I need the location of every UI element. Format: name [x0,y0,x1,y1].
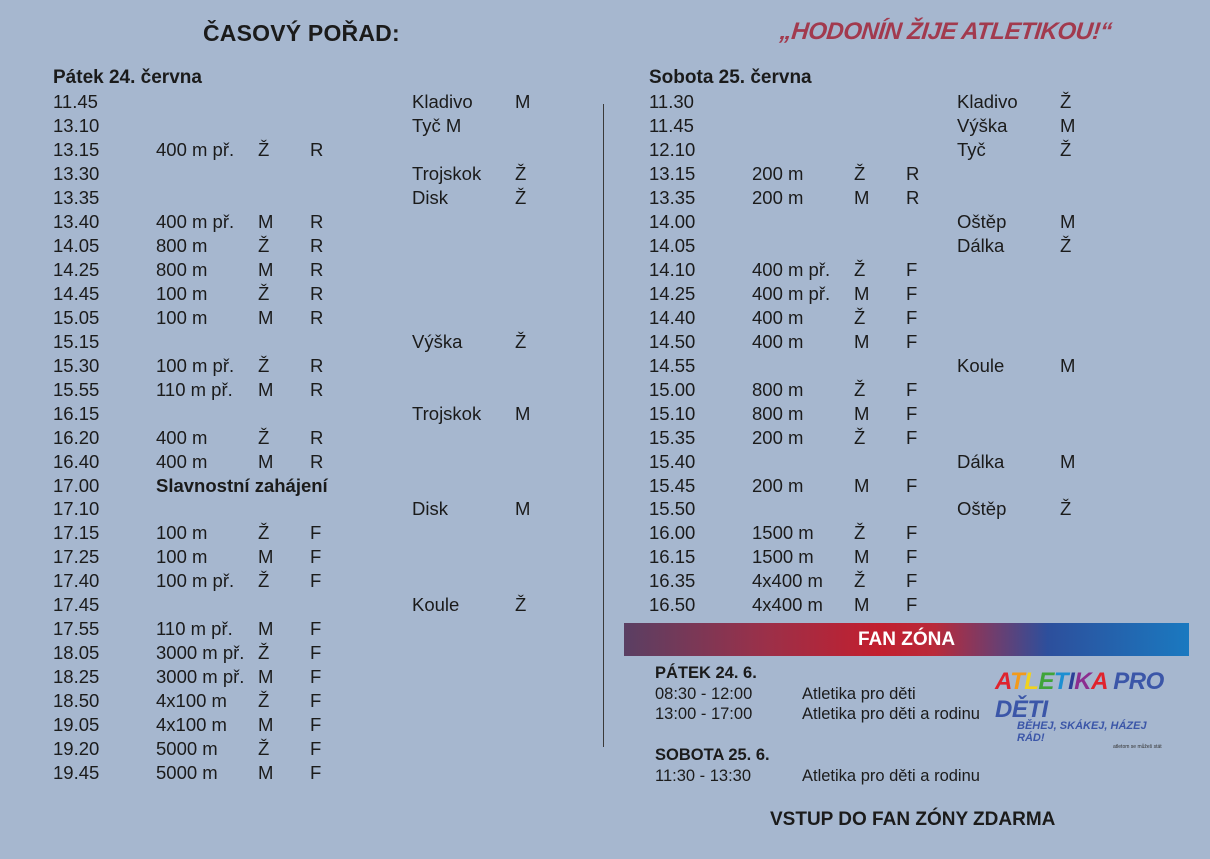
row-field-event: Kladivo [412,91,473,112]
row-time: 14.00 [649,210,696,232]
row-event: 400 m [752,306,804,328]
row-round: F [906,378,918,400]
row-event: 400 m př. [752,258,831,280]
row-event: 100 m [156,522,208,544]
row-sex: M [854,594,870,616]
row-event: 400 m př. [752,282,831,304]
row-time: 13.10 [53,114,100,136]
row-time: 15.00 [649,378,696,400]
row-event: 200 m [752,186,804,208]
row-time: 17.10 [53,498,100,520]
row-event: 800 m [156,258,208,280]
row-time: 19.45 [53,762,100,784]
row-sex: M [854,186,870,208]
row-event: 200 m [752,426,804,448]
row-round: R [906,186,920,208]
fan-day-heading-saturday: SOBOTA 25. 6. [655,746,770,764]
row-sex: Ž [258,522,270,544]
row-field-sex: Ž [1060,234,1072,256]
row-time: 13.35 [53,186,100,208]
fan-day-heading-friday: PÁTEK 24. 6. [655,664,757,682]
row-field-sex: M [1060,210,1076,232]
row-round: F [906,546,918,568]
friday-heading: Pátek 24. června [53,67,202,88]
row-time: 11.30 [649,91,694,112]
row-time: 17.40 [53,570,100,592]
row-event: 110 m př. [156,378,233,400]
row-event: 400 m [752,330,804,352]
row-round: F [906,522,918,544]
fan-item-label: Atletika pro děti [802,685,916,703]
row-round: F [310,522,322,544]
row-event: Slavnostní zahájení [156,474,328,496]
row-time: 13.15 [649,162,696,184]
row-field-event: Kladivo [957,91,1018,112]
row-round: F [906,402,918,424]
row-time: 17.55 [53,618,100,640]
row-time: 16.35 [649,570,696,592]
row-event: 800 m [752,378,804,400]
row-time: 14.05 [649,234,696,256]
row-time: 14.05 [53,234,100,256]
row-field-sex: Ž [515,186,527,208]
fan-zone-footer: VSTUP DO FAN ZÓNY ZDARMA [770,809,1056,830]
row-time: 19.20 [53,738,100,760]
row-round: R [310,234,324,256]
row-round: F [906,282,918,304]
row-time: 15.40 [649,450,696,472]
row-event: 100 m [156,282,208,304]
row-time: 16.20 [53,426,100,448]
row-round: F [906,330,918,352]
row-event: 400 m [156,450,208,472]
atletika-pro-deti-logo [995,668,1175,750]
row-sex: Ž [258,234,270,256]
row-time: 13.40 [53,210,100,232]
row-event: 800 m [752,402,804,424]
row-time: 18.05 [53,642,100,664]
row-sex: M [258,378,274,400]
row-field-sex: M [515,498,531,520]
row-time: 14.25 [649,282,696,304]
row-round: F [310,618,322,640]
fan-item-label: Atletika pro děti a rodinu [802,705,980,723]
row-time: 16.40 [53,450,100,472]
row-round: F [310,666,322,688]
row-round: F [310,690,322,712]
row-sex: M [258,306,274,328]
row-time: 15.30 [53,354,100,376]
row-field-event: Oštěp [957,210,1007,232]
logo-main-text: ATLETIKA PRO DĚTI [995,668,1164,723]
row-field-event: Trojskok [412,402,482,424]
row-time: 14.50 [649,330,696,352]
row-event: 200 m [752,474,804,496]
row-field-sex: Ž [1060,138,1072,160]
row-sex: M [258,762,274,784]
row-round: F [906,570,918,592]
row-event: 400 m [156,426,208,448]
row-time: 17.00 [53,474,100,496]
row-event: 100 m př. [156,354,235,376]
row-sex: M [854,330,870,352]
row-event: 400 m př. [156,138,235,160]
row-time: 15.10 [649,402,696,424]
row-event: 800 m [156,234,208,256]
row-round: R [310,306,324,328]
row-round: R [906,162,920,184]
row-round: F [310,642,322,664]
row-round: R [310,450,324,472]
row-time: 14.10 [649,258,696,280]
logo-sub-text: BĚHEJ, SKÁKEJ, HÁZEJ RÁD! [1017,720,1147,744]
row-time: 16.00 [649,522,696,544]
row-sex: M [258,210,274,232]
row-sex: Ž [854,522,866,544]
row-time: 15.35 [649,426,696,448]
row-event: 4x400 m [752,570,823,592]
row-event: 5000 m [156,738,218,760]
row-round: R [310,258,324,280]
row-time: 16.50 [649,594,696,616]
row-sex: Ž [258,282,270,304]
row-sex: M [854,402,870,424]
row-sex: Ž [854,378,866,400]
row-field-sex: M [1060,354,1076,376]
row-field-event: Oštěp [957,498,1007,520]
row-round: F [906,258,918,280]
row-round: R [310,210,324,232]
row-time: 19.05 [53,714,100,736]
row-sex: M [258,546,274,568]
row-event: 1500 m [752,546,814,568]
row-time: 15.55 [53,378,100,400]
row-field-sex: Ž [515,594,527,616]
row-round: R [310,282,324,304]
row-sex: Ž [258,570,270,592]
row-time: 14.45 [53,282,100,304]
row-sex: Ž [258,426,270,448]
row-round: R [310,426,324,448]
row-field-event: Koule [412,594,460,616]
row-round: R [310,138,324,160]
fan-zone-banner: FAN ZÓNA [624,623,1189,656]
row-field-sex: Ž [1060,91,1072,112]
row-sex: Ž [854,426,866,448]
row-event: 4x100 m [156,690,227,712]
row-field-event: Výška [412,330,463,352]
row-time: 17.15 [53,522,100,544]
row-time: 18.50 [53,690,100,712]
row-round: R [310,354,324,376]
event-slogan: „HODONÍN ŽIJE ATLETIKOU!“ [778,18,1113,45]
row-sex: Ž [854,258,866,280]
row-field-event: Dálka [957,450,1005,472]
row-sex: M [258,618,274,640]
row-time: 16.15 [649,546,696,568]
row-sex: Ž [854,306,866,328]
row-sex: Ž [854,570,866,592]
row-time: 15.45 [649,474,696,496]
row-sex: Ž [258,642,270,664]
row-sex: Ž [258,354,270,376]
row-time: 14.25 [53,258,100,280]
row-event: 100 m př. [156,570,235,592]
row-field-sex: M [515,91,531,112]
row-time: 17.45 [53,594,100,616]
row-sex: M [258,450,274,472]
row-sex: Ž [258,738,270,760]
row-round: R [310,378,324,400]
row-time: 18.25 [53,666,100,688]
row-round: F [310,546,322,568]
fan-item-time: 13:00 - 17:00 [655,705,753,723]
row-time: 11.45 [649,114,694,136]
row-field-sex: Ž [515,162,527,184]
row-event: 200 m [752,162,804,184]
row-time: 14.40 [649,306,696,328]
row-time: 13.35 [649,186,696,208]
row-sex: M [258,666,274,688]
row-event: 3000 m př. [156,642,245,664]
row-field-event: Dálka [957,234,1005,256]
row-round: F [906,306,918,328]
row-time: 16.15 [53,402,100,424]
row-time: 14.55 [649,354,696,376]
row-time: 15.05 [53,306,100,328]
page-title: ČASOVÝ POŘAD: [203,20,400,46]
saturday-heading: Sobota 25. června [649,67,812,88]
row-event: 1500 m [752,522,814,544]
row-time: 15.15 [53,330,100,352]
row-field-sex: Ž [515,330,527,352]
row-time: 11.45 [53,91,98,112]
row-field-event: Výška [957,114,1008,136]
row-time: 17.25 [53,546,100,568]
row-field-sex: Ž [1060,498,1072,520]
row-field-sex: M [1060,114,1076,136]
row-round: F [310,714,322,736]
row-sex: Ž [258,138,270,160]
row-event: 4x100 m [156,714,227,736]
row-time: 15.50 [649,498,696,520]
row-event: 5000 m [156,762,218,784]
row-event: 110 m př. [156,618,233,640]
row-field-event: Trojskok [412,162,482,184]
row-round: F [310,570,322,592]
row-sex: M [854,546,870,568]
column-divider [603,104,604,747]
row-event: 3000 m př. [156,666,245,688]
row-field-event: Koule [957,354,1005,376]
row-sex: Ž [854,162,866,184]
row-sex: M [854,474,870,496]
row-event: 100 m [156,306,208,328]
row-sex: M [258,258,274,280]
row-field-sex: M [515,402,531,424]
row-field-event: Disk [412,186,448,208]
logo-tiny-text: atletom se můžeš stát [1113,744,1162,750]
row-event: 400 m př. [156,210,235,232]
row-round: F [906,594,918,616]
row-time: 12.10 [649,138,696,160]
row-round: F [906,426,918,448]
row-field-event: Tyč M [412,114,462,136]
row-event: 100 m [156,546,208,568]
row-round: F [906,474,918,496]
row-time: 13.15 [53,138,100,160]
fan-item-time: 08:30 - 12:00 [655,685,753,703]
row-sex: M [258,714,274,736]
row-round: F [310,762,322,784]
row-event: 4x400 m [752,594,823,616]
fan-item-time: 11:30 - 13:30 [655,767,752,785]
row-round: F [310,738,322,760]
row-field-event: Disk [412,498,448,520]
row-field-event: Tyč [957,138,986,160]
row-sex: M [854,282,870,304]
row-sex: Ž [258,690,270,712]
fan-item-label: Atletika pro děti a rodinu [802,767,980,785]
row-field-sex: M [1060,450,1076,472]
row-time: 13.30 [53,162,100,184]
